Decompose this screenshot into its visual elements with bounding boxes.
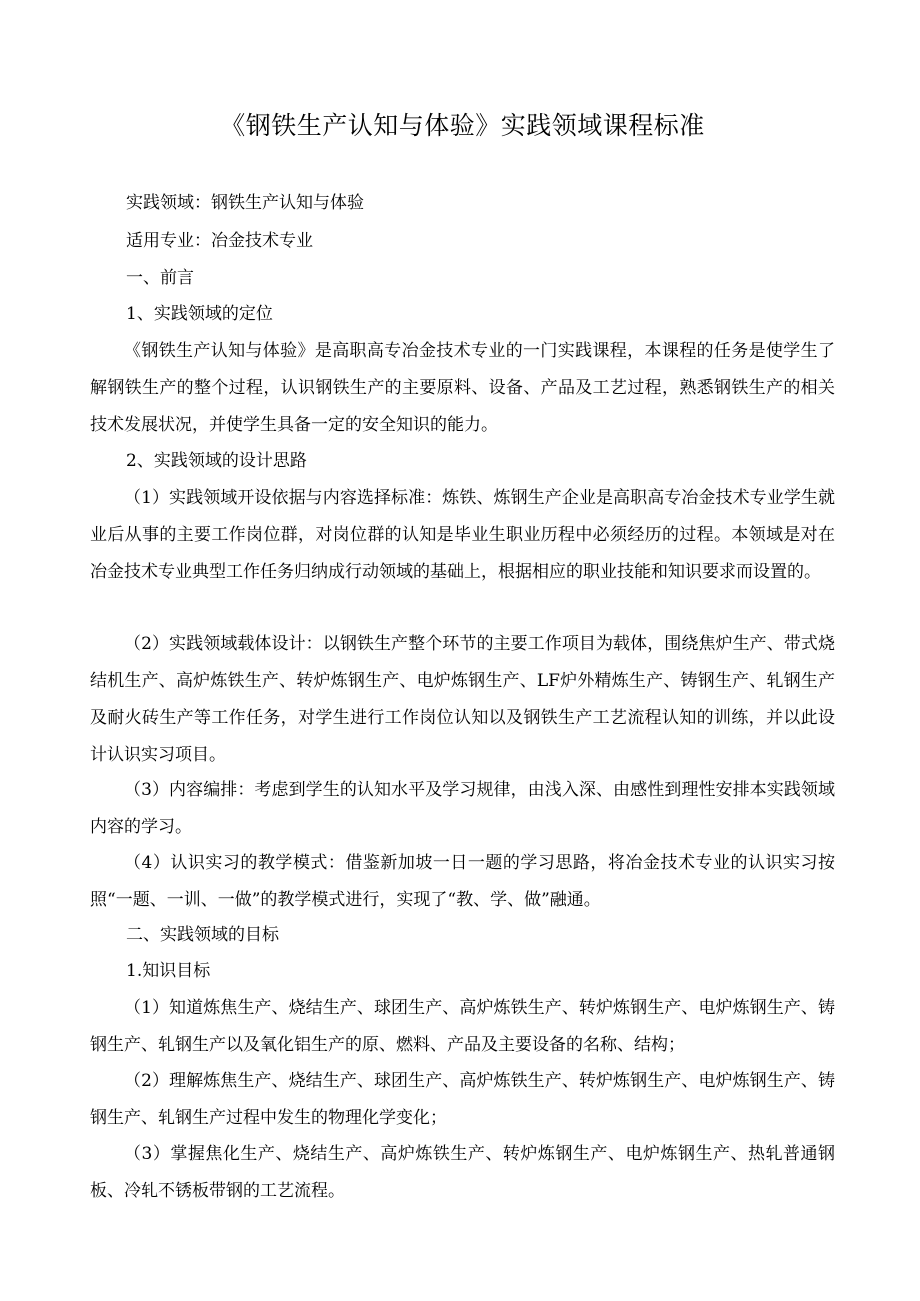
meta-practice-field: 实践领域：钢铁生产认知与体验 [126, 193, 364, 213]
section-2-1-paragraph-1: （1）知道炼焦生产、烧结生产、球团生产、高炉炼铁生产、转炉炼钢生产、电炉炼钢生产、铸钢生产、轧钢生产以及氧化铝生产的原、燃料、产品及主要设备的名称、结构； [90, 998, 835, 1055]
section-2-1-heading: 1.知识目标 [126, 961, 211, 981]
section-2-heading: 二、实践领域的目标 [126, 925, 279, 945]
meta-applicable-major: 适用专业：冶金技术专业 [126, 231, 313, 251]
section-1-2-paragraph-1: （1）实践领域开设依据与内容选择标准：炼铁、炼钢生产企业是高职高专冶金技术专业学生就业后从事的主要工作岗位群，对岗位群的认知是毕业生职业历程中必须经历的过程。本领域是对在冶金技术专业典型工作任务归纳成行动领域的基础上，根据相应的职业技能和知识要求而设置的。 [90, 488, 835, 582]
section-1-2-paragraph-2: （2）实践领域载体设计：以钢铁生产整个环节的主要工作项目为载体，围绕焦炉生产、带式烧结机生产、高炉炼铁生产、转炉炼钢生产、电炉炼钢生产、LF炉外精炼生产、铸钢生产、轧钢生产及耐火砖生产等工作任务，对学生进行工作岗位认知以及钢铁生产工艺流程认知的训练，并以此设计认识实习项目。 [90, 634, 835, 765]
section-2-1-paragraph-2: （2）理解炼焦生产、烧结生产、球团生产、高炉炼铁生产、转炉炼钢生产、电炉炼钢生产、铸钢生产、轧钢生产过程中发生的物理化学变化； [90, 1071, 835, 1128]
section-1-heading: 一、前言 [126, 268, 194, 288]
document-title: 《钢铁生产认知与体验》实践领域课程标准 [220, 111, 705, 140]
section-1-2-paragraph-4: （4）认识实习的教学模式：借鉴新加坡一日一题的学习思路，将冶金技术专业的认识实习按照“一题、一训、一做”的教学模式进行，实现了“教、学、做”融通。 [90, 853, 835, 910]
section-1-2-heading: 2、实践领域的设计思路 [126, 451, 307, 471]
section-1-1-heading: 1、实践领域的定位 [126, 304, 273, 324]
section-1-2-paragraph-3: （3）内容编排：考虑到学生的认知水平及学习规律，由浅入深、由感性到理性安排本实践领域内容的学习。 [90, 780, 835, 837]
section-2-1-paragraph-3: （3）掌握焦化生产、烧结生产、高炉炼铁生产、转炉炼钢生产、电炉炼钢生产、热轧普通钢板、冷轧不锈板带钢的工艺流程。 [90, 1144, 835, 1201]
section-1-1-body: 《钢铁生产认知与体验》是高职高专冶金技术专业的一门实践课程，本课程的任务是使学生了解钢铁生产的整个过程，认识钢铁生产的主要原料、设备、产品及工艺过程，熟悉钢铁生产的相关技术发展状况，并使学生具备一定的安全知识的能力。 [90, 341, 835, 435]
